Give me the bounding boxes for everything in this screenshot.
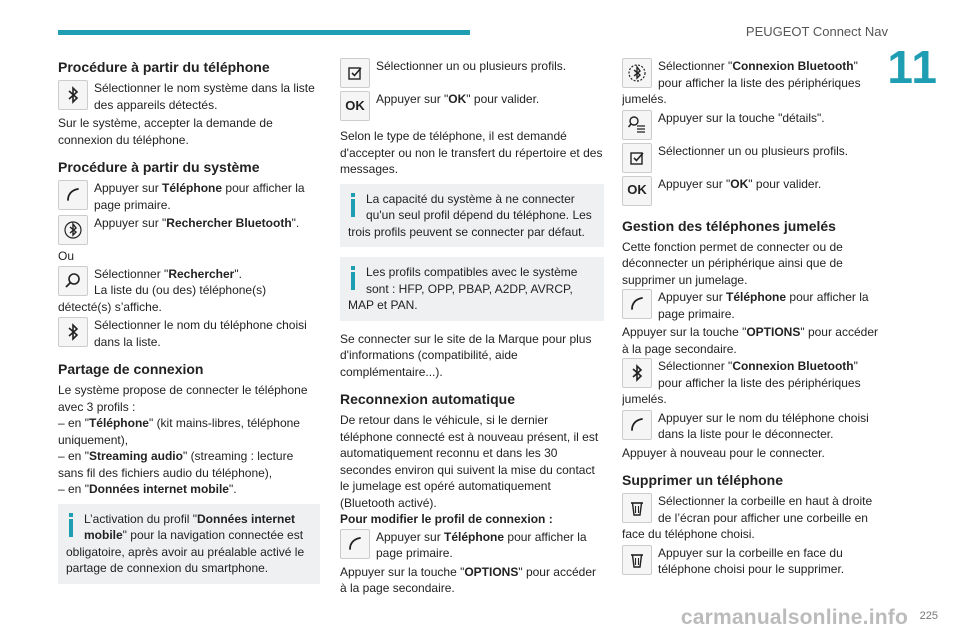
watermark: carmanualsonline.info xyxy=(680,606,908,629)
info-box-compatible-profiles: Les profils compatibles avec le système sont : HFP, OPP, PBAP, A2DP, AVRCP, MAP et PAN. xyxy=(340,257,604,321)
step-select-phone-name: Sélectionner le nom du téléphone choisi dans la liste. xyxy=(58,317,320,350)
step-press-ok: OK Appuyer sur "OK" pour valider. xyxy=(340,91,604,122)
header-accent-bar xyxy=(58,30,470,35)
phone-handset-icon xyxy=(58,180,88,210)
page-number: 225 xyxy=(919,610,938,622)
options-text: Appuyer sur la touche "OPTIONS" pour accéder à la page secondaire. xyxy=(622,325,878,356)
bluetooth-search-icon xyxy=(58,215,88,245)
modify-profile-subtitle: Pour modifier le profil de connexion : xyxy=(340,512,553,526)
section-title-paired-phones: Gestion des téléphones jumelés xyxy=(622,217,836,234)
section-title-system-procedure: Procédure à partir du système xyxy=(58,159,260,175)
info-icon xyxy=(66,513,76,539)
info-icon xyxy=(348,193,358,219)
step-select-trash: Sélectionner la corbeille en haut à droite de l’écran pour afficher une corbeille en face du téléphone choisi. xyxy=(622,494,873,541)
brand-site-text: Se connecter sur le site de la Marque pour plus d'informations (compatibilité, aide complémentaire...). xyxy=(340,331,592,379)
step-select-profiles: Sélectionner un ou plusieurs profils. xyxy=(622,143,884,174)
column-3 xyxy=(622,52,884,580)
auto-reconnect-text: De retour dans le véhicule, si le dernier téléphone connecté est à nouveau présent, il est automatiquement reconnu et dans les 30 secondes environ qui suivent la mise du contact le jumelage est opéré automatiquement (Bluetooth activé). xyxy=(340,413,599,510)
checkbox-list-icon xyxy=(340,58,370,88)
step-press-telephone: Appuyer sur Téléphone pour afficher la page primaire. xyxy=(622,289,884,322)
info-box-single-profile: La capacité du système à ne connecter qu'un seul profil dépend du téléphone. Les trois profils peuvent se connecter par défaut. xyxy=(340,184,604,248)
step-select-profiles: Sélectionner un ou plusieurs profils. xyxy=(340,58,604,89)
magnifier-icon xyxy=(58,266,88,296)
chapter-number: 11 xyxy=(887,41,938,93)
step-press-ok: OK Appuyer sur "OK" pour valider. xyxy=(622,176,884,207)
checkbox-list-icon xyxy=(622,143,652,173)
reconnect-text: Appuyer à nouveau pour le connecter. xyxy=(622,445,825,460)
section-title-delete-phone: Supprimer un téléphone xyxy=(622,472,784,488)
or-text: Ou xyxy=(58,249,75,263)
step-press-telephone: Appuyer sur Téléphone pour afficher la page primaire. xyxy=(340,529,604,562)
step-select-bluetooth-connection: Sélectionner "Connexion Bluetooth" pour afficher la liste des périphériques jumelés. xyxy=(622,59,861,106)
step-select-bluetooth-connection: Sélectionner "Connexion Bluetooth" pour afficher la liste des périphériques jumelés. xyxy=(622,359,861,406)
profile-item-streaming: – en "Streaming audio" (streaming : lecture sans fil des fichiers audio du téléphone), xyxy=(58,449,294,480)
step-press-telephone: Appuyer sur Téléphone pour afficher la page primaire. xyxy=(58,180,320,213)
phone-handset-icon xyxy=(340,529,370,559)
bluetooth-icon xyxy=(58,317,88,347)
profiles-intro: Le système propose de connecter le téléphone avec 3 profils : xyxy=(58,383,308,414)
bluetooth-icon xyxy=(622,358,652,388)
profile-item-telephone: – en "Téléphone" (kit mains-libres, téléphone uniquement), xyxy=(58,416,300,447)
info-icon xyxy=(348,266,358,292)
section-title-auto-reconnect: Reconnexion automatique xyxy=(340,391,516,407)
step-select-search: Sélectionner "Rechercher". La liste du (ou des) téléphone(s) détecté(s) s’affiche. xyxy=(58,266,267,314)
running-header-title: PEUGEOT Connect Nav xyxy=(745,24,888,39)
bluetooth-icon xyxy=(58,80,88,110)
section-title-phone-procedure: Procédure à partir du téléphone xyxy=(58,59,270,75)
step-select-system-name: Sélectionner le nom système dans la liste des appareils détectés. xyxy=(58,80,320,113)
column-2 xyxy=(340,52,604,597)
step-press-trash: Appuyer sur la corbeille en face du téléphone choisi pour le supprimer. xyxy=(622,545,884,578)
bluetooth-settings-icon xyxy=(622,58,652,88)
options-text: Appuyer sur la touche "OPTIONS" pour accéder à la page secondaire. xyxy=(340,564,596,595)
transfer-text: Selon le type de téléphone, il est demandé d'accepter ou non le transfert du répertoire et des messages. xyxy=(340,129,603,176)
profile-item-internet: – en "Données internet mobile". xyxy=(58,482,237,496)
phone-handset-icon xyxy=(622,289,652,319)
section-title-connection-sharing: Partage de connexion xyxy=(58,361,204,377)
step-details: Appuyer sur la touche "détails". xyxy=(622,110,884,141)
ok-icon: OK xyxy=(340,91,370,121)
trash-icon xyxy=(622,493,652,523)
accept-request-text: Sur le système, accepter la demande de connexion du téléphone. xyxy=(58,116,273,147)
ok-icon: OK xyxy=(622,176,652,206)
step-disconnect-phone: Appuyer sur le nom du téléphone choisi dans la liste pour le déconnecter. xyxy=(622,410,884,443)
step-search-bluetooth: Appuyer sur "Rechercher Bluetooth". xyxy=(58,215,320,246)
details-search-list-icon xyxy=(622,110,652,140)
info-box-internet-profile: L’activation du profil "Données internet mobile" pour la navigation connectée est obligatoire, après avoir au préalable activé le partage de connexion du smartphone. xyxy=(58,504,320,584)
column-1 xyxy=(58,52,320,594)
paired-intro: Cette fonction permet de connecter ou de déconnecter un périphérique ainsi que de supprimer un jumelage. xyxy=(622,239,843,287)
trash-icon xyxy=(622,545,652,575)
phone-handset-icon xyxy=(622,410,652,440)
